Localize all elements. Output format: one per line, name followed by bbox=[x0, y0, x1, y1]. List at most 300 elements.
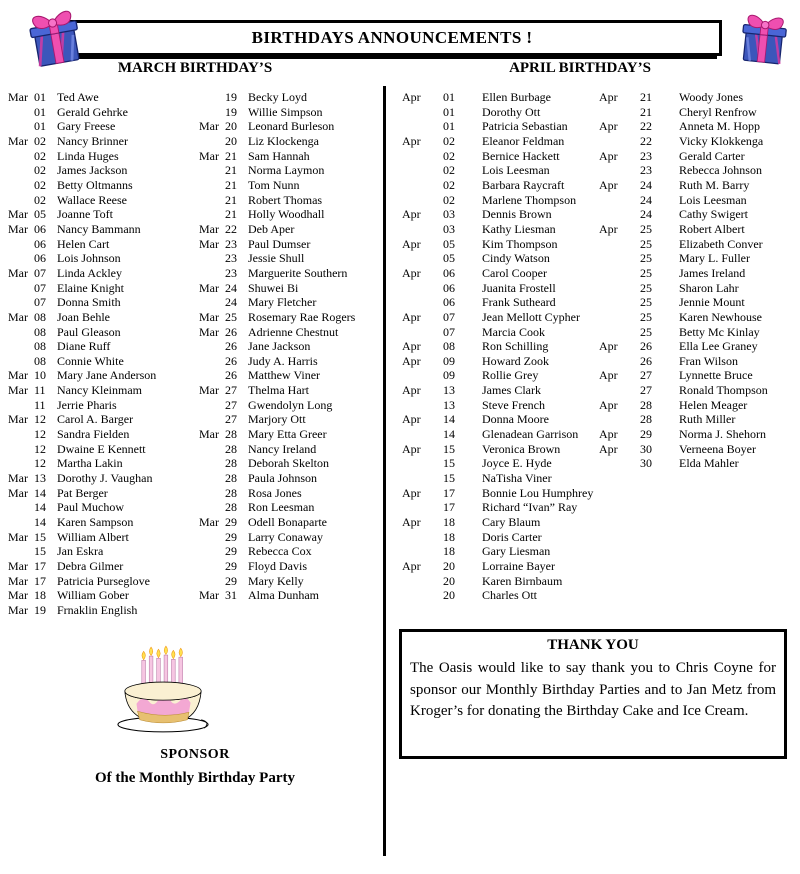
day-cell: 27 bbox=[640, 383, 652, 398]
name-cell: Joan Behle bbox=[57, 309, 110, 324]
month-cell bbox=[199, 456, 225, 471]
name-cell: Betty Mc Kinlay bbox=[679, 324, 760, 339]
month-cell bbox=[402, 222, 443, 237]
day-cell: 21 bbox=[225, 192, 237, 207]
name-cell: William Gober bbox=[57, 588, 129, 603]
birthday-row bbox=[402, 281, 596, 296]
name-cell: Ruth Miller bbox=[679, 412, 736, 427]
day-cell: 19 bbox=[225, 90, 237, 104]
month-cell bbox=[402, 500, 443, 515]
birthday-row bbox=[199, 559, 385, 574]
month-cell bbox=[599, 266, 640, 281]
month-cell bbox=[199, 500, 225, 515]
day-cell: 17 bbox=[34, 573, 46, 588]
birthday-row bbox=[402, 193, 596, 208]
month-cell: Mar bbox=[8, 368, 28, 383]
day-cell: 07 bbox=[443, 309, 455, 324]
day-cell: 18 bbox=[34, 588, 46, 603]
day-cell: 01 bbox=[34, 104, 46, 119]
birthday-row bbox=[199, 515, 385, 530]
name-cell: Sam Hannah bbox=[248, 148, 310, 163]
name-cell: Kim Thompson bbox=[482, 236, 558, 251]
day-cell: 06 bbox=[34, 236, 46, 251]
birthday-row bbox=[8, 119, 197, 134]
month-cell bbox=[599, 456, 640, 471]
day-cell: 28 bbox=[225, 427, 237, 442]
april-list-col1 bbox=[402, 90, 596, 603]
month-cell: Apr bbox=[402, 353, 421, 368]
birthday-row bbox=[199, 251, 385, 266]
month-cell bbox=[199, 163, 225, 178]
day-cell: 29 bbox=[225, 559, 237, 573]
month-cell: Apr bbox=[402, 412, 421, 427]
name-cell: Ruth M. Barry bbox=[679, 177, 750, 192]
name-cell: Bernice Hackett bbox=[482, 148, 560, 163]
month-cell bbox=[199, 574, 225, 589]
day-cell: 14 bbox=[443, 427, 455, 442]
name-cell: Jane Jackson bbox=[248, 339, 311, 354]
month-cell: Apr bbox=[402, 309, 421, 324]
birthday-row bbox=[199, 178, 385, 193]
day-cell: 26 bbox=[225, 368, 237, 383]
gift-icon bbox=[18, 2, 94, 74]
month-cell bbox=[199, 105, 225, 120]
month-cell bbox=[199, 442, 225, 457]
name-cell: Jan Eskra bbox=[57, 544, 104, 559]
name-cell: Willie Simpson bbox=[248, 104, 323, 119]
birthday-row bbox=[8, 251, 197, 266]
name-cell: Pat Berger bbox=[57, 485, 108, 500]
name-cell: Floyd Davis bbox=[248, 559, 308, 573]
day-cell: 23 bbox=[225, 265, 237, 280]
birthday-row bbox=[599, 325, 799, 340]
day-cell: 06 bbox=[443, 295, 455, 310]
day-cell: 03 bbox=[443, 221, 455, 236]
day-cell: 19 bbox=[34, 602, 46, 617]
name-cell: William Albert bbox=[57, 529, 129, 544]
name-cell: Nancy Kleinmam bbox=[57, 383, 142, 398]
month-cell bbox=[599, 354, 640, 369]
name-cell: Karen Newhouse bbox=[679, 309, 762, 324]
name-cell: Larry Conaway bbox=[248, 529, 323, 544]
month-cell bbox=[8, 354, 34, 369]
page-title: BIRTHDAYS ANNOUNCEMENTS ! bbox=[251, 28, 533, 47]
name-cell: Ronald Thompson bbox=[679, 383, 768, 398]
name-cell: Nancy Brinner bbox=[57, 133, 128, 148]
month-cell bbox=[402, 163, 443, 178]
birthday-row bbox=[599, 354, 799, 369]
day-cell: 26 bbox=[225, 324, 237, 339]
day-cell: 01 bbox=[443, 90, 455, 104]
birthday-row bbox=[599, 456, 799, 471]
birthday-row bbox=[599, 207, 799, 222]
day-cell: 29 bbox=[225, 529, 237, 544]
day-cell: 26 bbox=[640, 353, 652, 368]
month-cell: Apr bbox=[402, 485, 421, 500]
birthday-row bbox=[402, 251, 596, 266]
month-cell bbox=[199, 251, 225, 266]
day-cell: 12 bbox=[34, 441, 46, 456]
name-cell: Cathy Swigert bbox=[679, 207, 748, 222]
name-cell: James Jackson bbox=[57, 163, 128, 178]
day-cell: 03 bbox=[443, 207, 455, 222]
birthday-row bbox=[8, 500, 197, 515]
month-cell bbox=[8, 500, 34, 515]
month-cell bbox=[8, 119, 34, 134]
name-cell: Diane Ruff bbox=[57, 339, 111, 354]
name-cell: Eleanor Feldman bbox=[482, 133, 565, 148]
birthday-row bbox=[599, 339, 799, 354]
name-cell: Jennie Mount bbox=[679, 295, 745, 310]
name-cell: Mary Fletcher bbox=[248, 295, 317, 310]
birthday-row bbox=[199, 295, 385, 310]
day-cell: 02 bbox=[34, 133, 46, 148]
birthday-row bbox=[199, 530, 385, 545]
birthday-row bbox=[8, 266, 197, 281]
month-cell: Apr bbox=[402, 207, 421, 222]
day-cell: 15 bbox=[443, 456, 455, 471]
day-cell: 25 bbox=[640, 324, 652, 339]
birthday-row bbox=[402, 178, 596, 193]
name-cell: Carol A. Barger bbox=[57, 412, 134, 427]
month-cell bbox=[199, 339, 225, 354]
name-cell: Karen Birnbaum bbox=[482, 573, 563, 588]
name-cell: Sharon Lahr bbox=[679, 280, 739, 295]
name-cell: Elda Mahler bbox=[679, 456, 739, 471]
day-cell: 28 bbox=[225, 485, 237, 500]
day-cell: 17 bbox=[443, 485, 455, 500]
name-cell: Wallace Reese bbox=[57, 192, 127, 207]
name-cell: Alma Dunham bbox=[248, 588, 319, 603]
birthday-row bbox=[599, 398, 799, 413]
name-cell: Frank Sutheard bbox=[482, 295, 556, 310]
month-cell: Mar bbox=[199, 119, 219, 134]
day-cell: 30 bbox=[640, 456, 652, 471]
birthday-row bbox=[8, 574, 197, 589]
birthday-row bbox=[599, 412, 799, 427]
month-cell bbox=[402, 281, 443, 296]
month-cell: Mar bbox=[8, 588, 28, 603]
name-cell: Patricia Sebastian bbox=[482, 119, 568, 134]
birthday-row bbox=[8, 178, 197, 193]
day-cell: 28 bbox=[640, 397, 652, 412]
name-cell: Becky Loyd bbox=[248, 90, 307, 104]
birthday-row bbox=[199, 398, 385, 413]
name-cell: Jerrie Pharis bbox=[57, 397, 117, 412]
day-cell: 28 bbox=[225, 471, 237, 486]
thank-you-text: The Oasis would like to say thank you to Chris Coyne for sponsor our Monthly Birthday Parties and to Jan Metz from Kroger’s for donating the Birthday Cake and Ice Cream. bbox=[410, 660, 776, 719]
month-cell: Apr bbox=[402, 265, 421, 280]
birthday-row bbox=[199, 339, 385, 354]
month-cell: Mar bbox=[199, 236, 219, 251]
birthday-row bbox=[8, 90, 197, 105]
name-cell: Marjory Ott bbox=[248, 412, 306, 427]
name-cell: Cindy Watson bbox=[482, 251, 550, 266]
birthday-row bbox=[402, 500, 596, 515]
name-cell: Richard “Ivan” Ray bbox=[482, 500, 578, 515]
day-cell: 11 bbox=[34, 397, 46, 412]
birthday-row bbox=[8, 207, 197, 222]
birthday-row bbox=[8, 442, 197, 457]
day-cell: 20 bbox=[443, 559, 455, 573]
name-cell: Dennis Brown bbox=[482, 207, 552, 222]
month-cell bbox=[599, 134, 640, 149]
name-cell: Helen Cart bbox=[57, 236, 110, 251]
birthday-row bbox=[402, 295, 596, 310]
birthday-row bbox=[199, 207, 385, 222]
name-cell: Sandra Fielden bbox=[57, 427, 130, 442]
april-heading: APRIL BIRTHDAY’S bbox=[509, 60, 651, 76]
name-cell: Ted Awe bbox=[57, 90, 99, 104]
birthday-row bbox=[402, 310, 596, 325]
name-cell: Linda Huges bbox=[57, 148, 119, 163]
day-cell: 27 bbox=[225, 412, 237, 427]
month-cell bbox=[199, 398, 225, 413]
day-cell: 05 bbox=[443, 251, 455, 266]
month-cell bbox=[8, 442, 34, 457]
month-cell bbox=[199, 90, 225, 105]
month-cell bbox=[402, 295, 443, 310]
name-cell: Norma J. Shehorn bbox=[679, 427, 766, 442]
day-cell: 23 bbox=[225, 251, 237, 266]
birthday-row bbox=[199, 193, 385, 208]
birthday-row bbox=[599, 266, 799, 281]
day-cell: 06 bbox=[34, 251, 46, 266]
name-cell: Odell Bonaparte bbox=[248, 515, 327, 530]
birthday-row bbox=[599, 90, 799, 105]
name-cell: Debra Gilmer bbox=[57, 559, 124, 573]
month-cell bbox=[402, 398, 443, 413]
name-cell: Steve French bbox=[482, 397, 545, 412]
name-cell: Karen Sampson bbox=[57, 515, 134, 530]
birthday-row bbox=[199, 500, 385, 515]
month-cell bbox=[8, 193, 34, 208]
day-cell: 25 bbox=[640, 236, 652, 251]
day-cell: 08 bbox=[34, 309, 46, 324]
month-cell: Apr bbox=[402, 515, 421, 530]
day-cell: 25 bbox=[640, 295, 652, 310]
birthday-row bbox=[402, 559, 596, 574]
birthday-row bbox=[402, 486, 596, 501]
name-cell: Dorothy J. Vaughan bbox=[57, 471, 153, 486]
birthday-row bbox=[599, 427, 799, 442]
month-cell: Apr bbox=[599, 221, 618, 236]
month-cell bbox=[199, 530, 225, 545]
birthday-row bbox=[8, 295, 197, 310]
name-cell: Deborah Skelton bbox=[248, 456, 329, 471]
name-cell: Charles Ott bbox=[482, 588, 537, 603]
name-cell: Holly Woodhall bbox=[248, 207, 325, 222]
month-cell bbox=[199, 559, 225, 574]
name-cell: Lois Leesman bbox=[482, 163, 550, 178]
birthday-row bbox=[402, 105, 596, 120]
month-cell: Apr bbox=[402, 339, 421, 354]
name-cell: Marguerite Southern bbox=[248, 265, 348, 280]
birthday-row bbox=[599, 251, 799, 266]
day-cell: 06 bbox=[443, 265, 455, 280]
day-cell: 05 bbox=[443, 236, 455, 251]
name-cell: Fran Wilson bbox=[679, 353, 738, 368]
month-cell bbox=[8, 295, 34, 310]
month-cell: Apr bbox=[402, 441, 421, 456]
day-cell: 21 bbox=[225, 177, 237, 192]
day-cell: 20 bbox=[225, 133, 237, 148]
name-cell: Ella Lee Graney bbox=[679, 339, 758, 354]
birthday-row bbox=[402, 544, 596, 559]
name-cell: Paula Johnson bbox=[248, 471, 317, 486]
name-cell: Leonard Burleson bbox=[248, 119, 335, 134]
birthday-row bbox=[402, 266, 596, 281]
month-cell: Mar bbox=[8, 529, 28, 544]
month-cell: Mar bbox=[8, 207, 28, 222]
day-cell: 25 bbox=[640, 280, 652, 295]
day-cell: 15 bbox=[34, 529, 46, 544]
name-cell: Jessie Shull bbox=[248, 251, 305, 266]
birthday-row bbox=[599, 281, 799, 296]
month-cell: Mar bbox=[8, 412, 28, 427]
name-cell: Dwaine E Kennett bbox=[57, 441, 146, 456]
month-cell bbox=[8, 163, 34, 178]
name-cell: Shuwei Bi bbox=[248, 280, 299, 295]
day-cell: 29 bbox=[225, 515, 237, 530]
birthday-row bbox=[402, 442, 596, 457]
birthday-row bbox=[402, 163, 596, 178]
name-cell: James Ireland bbox=[679, 265, 746, 280]
day-cell: 11 bbox=[34, 383, 46, 398]
day-cell: 02 bbox=[443, 148, 455, 163]
birthday-row bbox=[402, 427, 596, 442]
month-cell bbox=[199, 266, 225, 281]
month-cell bbox=[199, 354, 225, 369]
birthday-row bbox=[402, 149, 596, 164]
name-cell: Lois Leesman bbox=[679, 192, 747, 207]
birthday-row bbox=[599, 193, 799, 208]
birthday-row bbox=[402, 574, 596, 589]
month-cell bbox=[402, 427, 443, 442]
day-cell: 17 bbox=[34, 559, 46, 573]
name-cell: Helen Meager bbox=[679, 397, 748, 412]
month-cell: Mar bbox=[199, 324, 219, 339]
name-cell: Norma Laymon bbox=[248, 163, 325, 178]
day-cell: 08 bbox=[34, 353, 46, 368]
month-cell bbox=[8, 544, 34, 559]
day-cell: 08 bbox=[34, 324, 46, 339]
day-cell: 24 bbox=[225, 295, 237, 310]
name-cell: Paul Muchow bbox=[57, 500, 124, 515]
day-cell: 01 bbox=[34, 90, 46, 104]
name-cell: Carol Cooper bbox=[482, 265, 547, 280]
month-cell bbox=[8, 339, 34, 354]
month-cell bbox=[8, 427, 34, 442]
birthday-row bbox=[402, 207, 596, 222]
month-cell: Mar bbox=[8, 559, 28, 573]
birthday-row bbox=[199, 237, 385, 252]
thank-you-heading: THANK YOU bbox=[547, 637, 639, 653]
name-cell: Martha Lakin bbox=[57, 456, 123, 471]
month-cell bbox=[8, 281, 34, 296]
birthday-row bbox=[402, 412, 596, 427]
day-cell: 25 bbox=[640, 265, 652, 280]
month-cell bbox=[199, 486, 225, 501]
birthday-row bbox=[402, 588, 596, 603]
sponsor-subtitle: Of the Monthly Birthday Party bbox=[95, 770, 295, 786]
day-cell: 29 bbox=[640, 427, 652, 442]
birthday-row bbox=[402, 339, 596, 354]
day-cell: 17 bbox=[443, 500, 455, 515]
name-cell: Vicky Klokkenga bbox=[679, 133, 764, 148]
birthday-row bbox=[199, 281, 385, 296]
month-cell bbox=[8, 178, 34, 193]
day-cell: 09 bbox=[443, 353, 455, 368]
name-cell: Rosa Jones bbox=[248, 485, 302, 500]
birthday-row bbox=[199, 163, 385, 178]
name-cell: Liz Klockenga bbox=[248, 133, 319, 148]
name-cell: Glenadean Garrison bbox=[482, 427, 579, 442]
birthday-row bbox=[8, 412, 197, 427]
birthday-row bbox=[8, 398, 197, 413]
day-cell: 07 bbox=[34, 265, 46, 280]
month-cell bbox=[599, 163, 640, 178]
birthday-row bbox=[199, 105, 385, 120]
birthday-row bbox=[8, 281, 197, 296]
day-cell: 26 bbox=[225, 339, 237, 354]
birthday-row bbox=[8, 544, 197, 559]
day-cell: 15 bbox=[443, 471, 455, 486]
name-cell: Rebecca Johnson bbox=[679, 163, 762, 178]
month-cell: Apr bbox=[599, 368, 618, 383]
name-cell: Donna Moore bbox=[482, 412, 549, 427]
day-cell: 02 bbox=[34, 163, 46, 178]
name-cell: Cary Blaum bbox=[482, 515, 541, 530]
day-cell: 22 bbox=[640, 133, 652, 148]
month-cell: Mar bbox=[8, 265, 28, 280]
birthday-row bbox=[8, 149, 197, 164]
day-cell: 12 bbox=[34, 412, 46, 427]
day-cell: 15 bbox=[443, 441, 455, 456]
month-cell bbox=[402, 251, 443, 266]
birthday-row bbox=[8, 134, 197, 149]
day-cell: 24 bbox=[640, 177, 652, 192]
day-cell: 02 bbox=[443, 133, 455, 148]
name-cell: Elaine Knight bbox=[57, 280, 124, 295]
day-cell: 21 bbox=[225, 163, 237, 178]
march-list-col2 bbox=[197, 90, 385, 603]
month-cell bbox=[8, 237, 34, 252]
day-cell: 18 bbox=[443, 515, 455, 530]
name-cell: Veronica Brown bbox=[482, 441, 561, 456]
day-cell: 01 bbox=[443, 119, 455, 134]
april-list-col2 bbox=[599, 90, 799, 471]
name-cell: Patricia Purseglove bbox=[57, 573, 150, 588]
birthday-row bbox=[199, 574, 385, 589]
name-cell: Marlene Thompson bbox=[482, 192, 577, 207]
day-cell: 14 bbox=[34, 515, 46, 530]
birthday-row bbox=[8, 559, 197, 574]
birthday-row bbox=[199, 471, 385, 486]
birthday-row bbox=[8, 515, 197, 530]
day-cell: 25 bbox=[640, 221, 652, 236]
month-cell bbox=[402, 119, 443, 134]
name-cell: Joanne Toft bbox=[57, 207, 113, 222]
day-cell: 06 bbox=[443, 280, 455, 295]
birthday-row bbox=[8, 237, 197, 252]
birthday-cake-icon bbox=[110, 642, 216, 737]
name-cell: Nancy Ireland bbox=[248, 441, 317, 456]
month-cell: Mar bbox=[199, 515, 219, 530]
month-cell: Mar bbox=[8, 485, 28, 500]
day-cell: 23 bbox=[640, 148, 652, 163]
month-cell bbox=[402, 178, 443, 193]
